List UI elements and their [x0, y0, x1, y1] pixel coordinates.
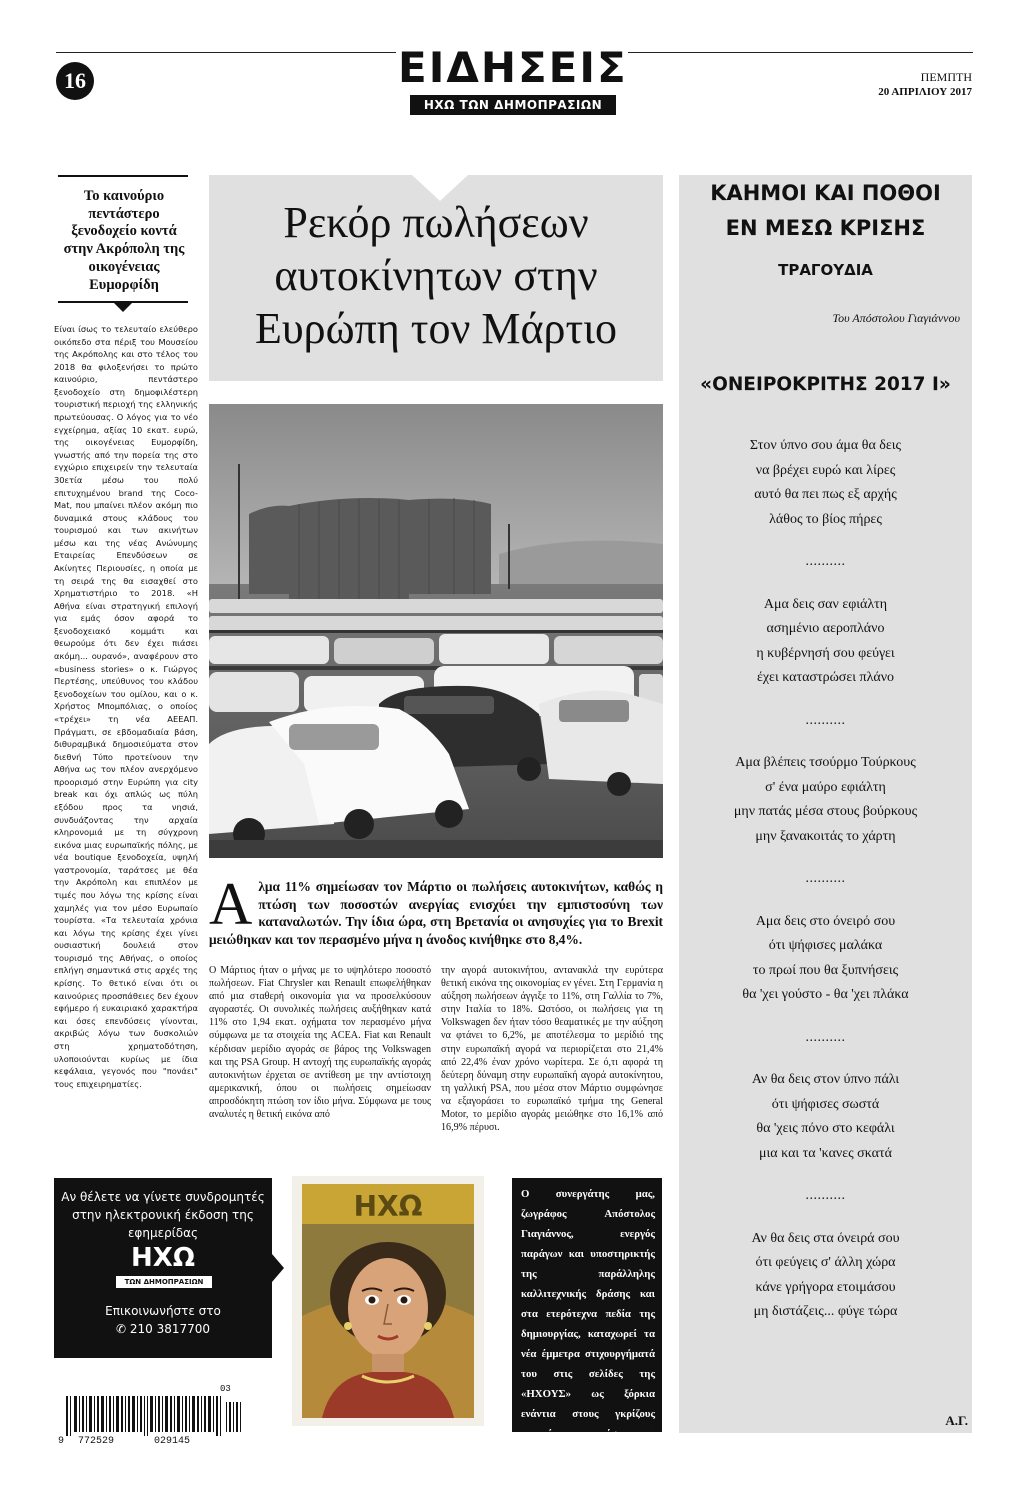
poem-line: Αν θα δεις στον ύπνο πάλι: [751, 1072, 900, 1087]
subscription-arrow: [272, 1254, 284, 1282]
poem-line: η κυβέρνησή σου φεύγει: [756, 645, 895, 661]
poem-line: σ' ένα μαύρο εφιάλτη: [765, 779, 886, 795]
publication-name: ΗΧΩ ΤΩΝ ΔΗΜΟΠΡΑΣΙΩΝ: [410, 95, 616, 115]
barcode-issue: 03: [220, 1384, 231, 1394]
cover-title: ΗΧΩ: [353, 1190, 423, 1223]
poem-stanza: [679, 910, 972, 1008]
poem-line: θα 'χεις πόνο στο κεφάλι: [756, 1121, 895, 1136]
lead-text: λμα 11% σημείωσαν τον Μάρτιο οι πωλήσεις αυτοκινήτων, καθώς η πτώση των ποσοστών ανεργίας ενισχύει την εμπιστοσύνη των καταναλωτών. Την ίδια ώρα, στη Βρετανία οι ανησυχίες για το Brexit μειώθηκαν και τον περασμένο μήνα η άνοδος κινήθηκε στο 8,4%.: [209, 879, 663, 947]
poem-section-title: [679, 176, 972, 246]
poem-line: να βρέχει ευρώ και λίρες: [755, 462, 896, 478]
subscription-logo-sub: ΤΩΝ ΔΗΜΟΠΡΑΣΙΩΝ: [116, 1276, 212, 1288]
stanza-separator: ..........: [805, 1029, 846, 1045]
car-lot-illustration: [209, 404, 663, 858]
left-article-arrow: [113, 302, 133, 312]
magazine-cover: [292, 1176, 484, 1426]
poem-stanza: [679, 593, 972, 691]
promo-text: Ο συνεργάτης μας, ζωγράφος Απόστολος Γιαγιάννος, ενεργός παράγων και υποστηρικτής της παράλληλης καλλιτεχνικής δράσης και στα ετερότεχνα πεδία της δημιουργίας, καταχωρεί τα νέα έμμετρα στιχουργήματά του στις σελίδες της «ΗΧΟΥΣ» ως ξόρκια ενάντια στους γκρίζους καιρούς της κρίσης που βιώνουμε.: [521, 1188, 655, 1460]
phone-icon: ✆: [115, 1322, 127, 1336]
car-lot-photo: [209, 404, 663, 858]
section-title: ΕΙΔΗΣΕΙΣ: [398, 43, 628, 92]
lead-dropcap: Α: [209, 871, 253, 937]
portrait-cover-illustration: [292, 1176, 484, 1426]
barcode-group-2: 029145: [154, 1436, 191, 1447]
poem-stanza: [679, 1068, 972, 1166]
poem-stanza: [679, 1227, 972, 1325]
subscription-logo: ΗΧΩ: [131, 1243, 195, 1273]
stanza-separator: ..........: [805, 871, 846, 886]
poem-line: έχει καταστρώσει πλάνο: [756, 670, 895, 685]
poem-title-line-1: ΚΑΗΜΟΙ ΚΑΙ ΠΟΘΟΙ: [710, 181, 941, 205]
poem-line: μια και τα 'κανες σκατά: [759, 1145, 892, 1161]
masthead-rule-left: [56, 52, 396, 53]
main-article-column-2: την αγορά αυτοκινήτου, αντανακλά την ευρύτερα θετική εικόνα της οικονομίας εν γένει. Στη Γερμανία η αύξηση πωλήσεων άγγιξε το 11%, στη Γαλλία το 7%, στην Ιταλία το 18%. Ωστόσο, οι πωλήσεις για τη Volkswagen δεν ήταν τόσο θεαματικές με την αύξηση να φτάνει το 6,2%, με αποτέλεσμα το μερίδιό της στην ευρωπαϊκή αγορά να περιορίζεται στο 21,4% από 22,4% έναν χρόνο νωρίτερα. Σε ό,τι αφορά τη δεύτερη δύναμη στην ευρωπαϊκή αγορά αυτοκίνητου, τη γαλλική PSA, που μέσα στον Μάρτιο συμφώνησε να εξαγοράσει το ευρωπαϊκό τμήμα της General Motor, το μερίδιο αγοράς μειώθηκε στο 16,1% από 16,9% πέρυσι.: [441, 965, 663, 1134]
poem-line: Αμα βλέπεις τσούρμο Τούρκους: [735, 755, 916, 770]
poem-line: Αμα δεις στο όνειρό σου: [755, 913, 896, 929]
stanza-separator: ..........: [805, 712, 846, 728]
poem-body: [679, 434, 972, 1325]
poem-line: θα 'χει γούστο - θα 'χει πλάκα: [742, 987, 909, 1002]
barcode: [66, 1396, 242, 1436]
poem-line: Στον ύπνο σου άμα θα δεις: [749, 438, 902, 453]
poem-line: ότι ψήφισες μαλάκα: [768, 938, 883, 953]
poem-line: μην ξανακοιτάς το χάρτη: [755, 828, 896, 844]
poem-line: ασημένιο αεροπλάνο: [766, 621, 885, 636]
poem-line: αυτό θα πει πως εξ αρχής: [754, 487, 897, 502]
left-article-headline: Το καινούριο πεντάστερο ξενοδοχείο κοντά στην Ακρόπολη της οικογένειας Ευμορφίδη: [63, 188, 185, 293]
stanza-separator: ..........: [805, 554, 846, 569]
poem-line: λάθος το βίος πήρες: [769, 511, 882, 527]
issue-day: ΠΕΜΠΤΗ: [920, 70, 972, 84]
poem-line: μη διστάζεις... φύγε τώρα: [753, 1304, 898, 1319]
subscription-phone: [54, 1322, 272, 1336]
issue-date: 20 ΑΠΡΙΛΙΟΥ 2017: [878, 86, 972, 98]
masthead-rule-right: [628, 52, 973, 53]
poem-stanza: [679, 751, 972, 849]
poem-line: κάνε γρήγορα ετοιμάσου: [755, 1279, 896, 1295]
subscription-text: Αν θέλετε να γίνετε συνδρομητές στην ηλεκτρονική έκδοση της εφημερίδας: [61, 1190, 265, 1240]
stanza-separator: ..........: [805, 1188, 846, 1203]
poem-line: Αμα δεις σαν εφιάλτη: [763, 596, 888, 612]
left-article-top-rule: [58, 175, 188, 177]
poem-stanza: [679, 434, 972, 532]
poem-title-line-2: ΕΝ ΜΕΣΩ ΚΡΙΣΗΣ: [725, 216, 926, 240]
poem-line: Αν θα δεις στα όνειρά σου: [751, 1230, 900, 1246]
main-article-column-1: Ο Μάρτιος ήταν ο μήνας με το υψηλότερο ποσοστό πωλήσεων. Fiat Chrysler και Renault επωφελήθηκαν από μια σταθερή οικονομία για να προσελκύσουν αγοραστές. Οι συνολικές πωλήσεις αυξήθηκαν κατά 11% στο 1,94 εκατ. οχήματα τον περασμένο μήνα σύμφωνα με τα στοιχεία της ACEA. Fiat και Renault κέρδισαν μερίδιο αγοράς σε βάρος της Volkswagen και της PSA Group. Η αντοχή της ευρωπαϊκής αγοράς αυτοκινήτων έρχεται σε αντίθεση με την αντίστοιχη αμερικανική, όπου οι πωλήσεις σημείωσαν απροσδόκητη πτώση τον ίδιο μήνα. Σύμφωνα με τους αναλυτές η θετική εικόνα από: [209, 965, 431, 1121]
poem-kind: ΤΡΑΓΟΥΔΙΑ: [778, 261, 873, 279]
poem-line: ότι ψήφισες σωστά: [771, 1096, 880, 1112]
poem-line: ότι φεύγεις σ' άλλη χώρα: [755, 1255, 896, 1270]
barcode-group-1: 772529: [78, 1436, 115, 1447]
poem-byline: Του Απόστολου Γιαγιάννου: [832, 311, 960, 325]
poem-name: «ΟΝΕΙΡΟΚΡΙΤΗΣ 2017 Ι»: [700, 374, 951, 395]
main-headline: Ρεκόρ πωλήσεων αυτοκίνητων στην Ευρώπη τον Μάρτιο: [254, 198, 618, 353]
phone-number: 210 3817700: [129, 1322, 211, 1336]
left-article-body: Είναι ίσως το τελευταίο ελεύθερο οικόπεδο στα πέριξ του Μουσείου της Ακρόπολης και στο τέλος του 2018 θα φιλοξενήσει το πρώτο καινούριο, πεντάστερο ξενοδοχείο στη δημοφιλέστερη τουριστική περιοχή της ελληνικής πρωτεύουσας. Ο λόγος για το νέο εγχείρημα, αξίας 10 εκατ. ευρώ, της οικογένειας Ευμορφίδη, γνωστής από την πορεία της στο εγχώριο επιχειρείν την τελευταία 30ετία μέσω του πολύ επιτυχημένου brand της Coco-Mat, που μπαίνει πλέον ακόμη πιο δυναμικά στους κλάδους του τουρισμού και των ακινήτων μέσω και της νέας Ανώνυμης Εταιρείας Επενδύσεων σε Ακίνητες Περιουσίες, η οποία με τη σειρά της θα εισαχθεί στο Χρηματιστήριο το 2018. «Η Αθήνα είναι στρατηγική επιλογή για εμάς όσον αφορά το ξενοδοχειακό κομμάτι και θεωρούμε ότι δεν έχει πιάσει ακόμη... ουρανό», αναφέρουν στο «business stories» ο κ. Γιώργος Περτέσης, υπεύθυνος του κλάδου ξενοδοχείων του ομίλου, και ο κ. Χρήστος Μπομπόλιας, ο οποίος «τρέχει» τη νέα ΑΕΕΑΠ. Πράγματι, σε εβδομαδιαία βάση, διθυραμβικά δημοσιεύματα στον διεθνή Τύπο προτείνουν την Αθήνα ως τον πλέον ανερχόμενο προορισμό στην Ευρώπη για city break και όχι απλώς ως πύλη εξόδου προς τα νησιά, συνδυάζοντας την αρχαία κληρονομιά με τη σύγχρονη εικόνα μιας ευρωπαϊκής πόλης, με νέα boutique ξενοδοχεία, υψηλή γαστρονομία, ταράτσες με θέα την Ακρόπολη και επιπλέον με τιμές που λόγω της κρίσης είναι χαμηλές για τον μέσο Ευρωπαίο τουρίστα. «Τα τελευταία χρόνια και λόγω της κρίσης έχει γίνει ουσιαστική δουλειά στον τουρισμό της Αθήνας, ο οποίος επλήγη σημαντικά στις αρχές της κρίσης. Το θετικό είναι ότι οι καινούριες προσπάθειες δεν έχουν εφήμερο ή ευκαιριακό χαρακτήρα και όσες επενδύσεις γίνονται, ακριβώς λόγω των δυσκολιών στη χρηματοδότηση, υλοποιούνται κυρίως με ίδια κεφάλαια, γεγονός που "πονάει" τους επιχειρηματίες.: [54, 324, 198, 1089]
page-number: 16: [56, 62, 94, 100]
poem-line: μην πατάς μέσα στους βούρκους: [733, 804, 918, 819]
barcode-digit: 9: [58, 1436, 65, 1447]
subscription-contact-label: Επικοινωνήστε στο: [105, 1304, 221, 1318]
poem-signature: Α.Γ.: [945, 1413, 968, 1428]
poem-line: το πρωί που θα ξυπνήσεις: [752, 962, 899, 978]
main-article-lead: [209, 871, 663, 948]
